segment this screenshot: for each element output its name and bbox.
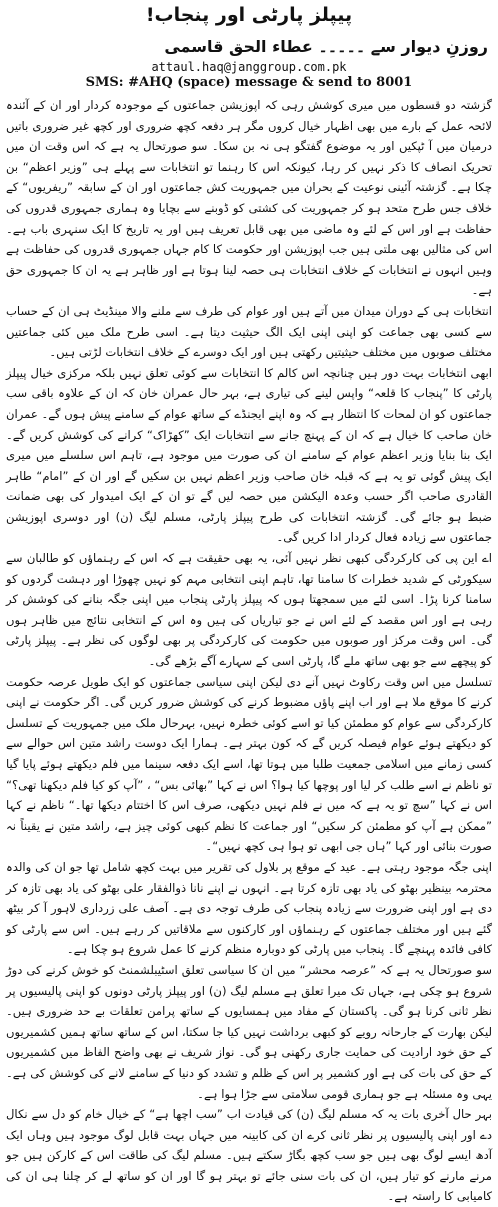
article-body [6,95,492,1204]
article-byline: روزنِ دیوار سے ۔۔۔۔۔ عطاء الحق قاسمی [164,37,488,56]
paragraph: بہر حال آخری بات یہ کہ مسلم لیگ (ن) کی قیادت اب ”سب اچھا ہے“ کے خیال خام کو دل سے نکال دے اور اپنی پالیسیوں پر نظر ثانی کرے ان کی کابینہ میں جہاں بہت قابل لوگ موجود ہیں وہاں ایک آدھ ایسے لوگ بھی ہیں جو سب کچھ بگاڑ سکتے ہیں۔ مسلم لیگ کی طاقت اس کے کارکن ہیں جو مرنے مارنے کو تیار ہیں، ان کی بات سنی جائے تو بہتر ہو گا اور ان کو ساتھ لے کر چلنا ہی ان کی کامیابی کا راستہ ہے۔ [6,1107,492,1204]
paragraph: تسلسل میں اس وقت رکاوٹ نہیں آنے دی لیکن اپنی سیاسی جماعتوں کو ایک طویل عرصہ حکومت کرنے کا موقع ملا ہے اور اب اپنے پاؤں مضبوط کرنے کی کوشش ضرور کریں گی۔ اگر حکومت نے اپنی کارکردگی سے عوام کو مطمئن کیا تو اسے کوئی خطرہ نہیں، بہرحال ملک میں جمہوریت کے تسلسل کو دیکھتے ہوئے عوام فیصلہ کریں گے کہ کون بہتر ہے۔ ہمارا ایک دوست راشد متین اس حوالے سے کسی زمانے میں اسلامی جمعیت طلبا میں ہوتا تھا، اسے ایک دفعہ سینما میں فلم دیکھتے ہوئے پایا گیا تو ناظم نے اسے طلب کر لیا اور پوچھا کیا ہوا؟ اس نے کہا ”بھائی بس“ ، ”آپ کو کیا فلم دیکھنا تھی؟“ اس نے کہا ”سچ تو یہ ہے کہ میں نے فلم نہیں دیکھی، صرف اس کا اختتام دیکھا تھا۔“ ناظم نے کہا ”ممکن ہے آپ کو مطمئن کر سکیں“ اور جماعت کا نظم کبھی کوئی چیز ہے، راشد متین نے یقیناً نہ صورت بنائی اور کہا ”ہاں جی ابھی تو ہوا ہی کچھ نہیں“۔ [6,674,492,854]
paragraph: اے این پی کی کارکردگی کبھی نظر نہیں آئی، یہ بھی حقیقت ہے کہ اس کے رہنماؤں کو طالبان سے سیکورٹی کے شدید خطرات کا سامنا تھا، تاہم اپنی انتخابی مہم کو نہیں چھوڑا اور دہشت گردوں کو سامنا کرنا پڑا۔ اسی لئے میں سمجھتا ہوں کہ پیپلز پارٹی پنجاب میں اپنی جگہ بنانے کی کوشش کر رہی ہے اور اس مقصد کے لئے اس نے جو تیاریاں کی ہیں وہ اس کے انتخابی نتائج میں ظاہر ہوں گی۔ اس وقت مرکز اور صوبوں میں حکومت کی کارکردگی پر بھی لوگوں کی نظر ہے۔ پیپلز پارٹی کو پیچھے سے جو بھی ساتھ ملے گا، پارٹی اسی کے سہارے آگے بڑھے گی۔ [6,551,492,669]
article-title: پیپلز پارٹی اور پنجاب! [145,4,353,26]
paragraph: ابھی انتخابات بہت دور ہیں چنانچہ اس کالم کا انتخابات سے کوئی تعلق نہیں بلکہ مرکزی خیال پیپلز پارٹی کا ”پنجاب کا قلعہ“ واپس لینے کی تیاری ہے، بہر حال عمران خان کہ ان کے علاوہ باقی سب جماعتوں کو ان لمحات کا انتظار ہے کہ وہ اپنے ایجنڈے کے ساتھ عوام کے سامنے پیش ہوں گے۔ عمران خان صاحب کا خیال ہے کہ ان کے پہنچ جانے سے انتخابات ایک ”کھڑاک“ کرانے کی کوشش کریں گے۔ ایک بنا بنایا وزیر اعظم عوام کے سامنے ان کی صورت میں موجود ہے، تاہم اس سلسلے میں میری ایک پیش گوئی تو یہ ہے کہ قبلہ خان صاحب وزیر اعظم نہیں بن سکیں گے اور ان کے ”امام“ طاہر القادری صاحب اگر حسب وعدہ الیکشن میں حصہ لیں گے تو ان کے ایک امیدوار کی بھی ضمانت ضبط ہو جائے گی۔ گزشتہ انتخابات کی طرح پیپلز پارٹی، مسلم لیگ (ن) اور دوسری اپوزیشن جماعتوں سے زیادہ فعال کردار ادا کریں گی۔ [6,365,492,545]
paragraph: گزشتہ دو قسطوں میں میری کوشش رہی کہ اپوزیشن جماعتوں کے موجودہ کردار اور ان کے آئندہ لائحہ عمل کے بارے میں بھی اظہار خیال کروں مگر ہر دفعہ کچھ ضروری اور کچھ غیر ضروری باتیں درمیان میں آ ٹپکیں اور یہ موضوع گفتگو ہی نہ بن سکا۔ سو صورتحال یہ ہے کہ اس وقت ان میں تحریک انصاف کا ذکر نہیں کر رہا، کیونکہ اس کا رہنما تو انتخابات سے پہلے ہی ”وزیر اعظم“ بن چکا ہے۔ گزشتہ آئینی نوعیت کے بحران میں جمہوریت کش جماعتوں اور ان کے سابقہ ”ریفریوں“ کے خلاف جس طرح متحد ہو کر جمہوریت کی کشتی کو ڈوبنے سے بچایا وہ ہماری جمہوری قدروں کی حفاظت ہے اور اس کے لئے وہ ماضی میں بھی قابل تعریف ہیں اور یہ تاریخ کا ایک سنہری باب ہے۔ اس کی مثالیں بھی ملتی ہیں جب اپوزیشن اور حکومت کا کام جہاں جمہوری قدروں کی حفاظت ہے وہیں انہوں نے انتخابات کے خلاف انتخابات ہی حصہ لینا ہوتا ہے اور ظاہر ہے یہ ان کا جمہوری حق ہے۔ [6,98,492,298]
sms-line: SMS: #AHQ (space) message & send to 8001 [85,75,413,90]
paragraph: انتخابات ہی کے دوران میدان میں آتے ہیں اور عوام کی طرف سے ملنے والا مینڈیٹ ہی ان کے حساب سے کسی بھی جماعت کو اپنی اپنی ایک الگ حیثیت دیتا ہے۔ اسی طرح ملک میں کئی جماعتیں مختلف صوبوں میں مختلف حیثیتیں رکھتی ہیں اور ایک دوسرے کے خلاف انتخابات لڑتی ہیں۔ [6,303,492,360]
paragraph: اپنی جگہ موجود رہتی ہے۔ عید کے موقع پر بلاول کی تقریر میں بہت کچھ شامل تھا جو ان کی والدہ محترمہ بینظیر بھٹو کی یاد بھی تازہ کرتا ہے۔ انہوں نے اپنے نانا ذوالفقار علی بھٹو کی یاد بھی تازہ کر دی ہے اور اپنی ضرورت سے زیادہ پنجاب کی طرف توجہ دی ہے۔ آصف علی زرداری لاہور آ کر بیٹھ گئے ہیں اور مختلف جماعتوں کے رہنماؤں اور کارکنوں سے ملاقاتیں کر رہے ہیں۔ اس سے پارٹی کو کافی فائدہ پہنچے گا۔ پنجاب میں پارٹی کو دوبارہ منظم کرنے کا عمل شروع ہو چکا ہے۔ [6,859,492,957]
paragraph: سو صورتحال یہ ہے کہ ”عرصہ محشر“ میں ان کا سیاسی تعلق اسٹیبلشمنٹ کو خوش کرنے کی دوڑ شروع ہو چکی ہے، جہاں تک میرا تعلق ہے مسلم لیگ (ن) اور پیپلز پارٹی دونوں کو اپنی پالیسیوں پر نظر ثانی کرنا ہو گی۔ پاکستان کے مفاد میں ہمسایوں کے ساتھ پرامن تعلقات بے حد ضروری ہیں۔ لیکن بھارت کے جارحانہ رویے کو کبھی برداشت نہیں کیا جا سکتا، اس کے ساتھ ساتھ ہمیں کشمیریوں کے حق خود ارادیت کی حمایت جاری رکھنی ہو گی۔ نواز شریف نے بھی واضح الفاظ میں کشمیریوں کے حق کی بات کی ہے اور کشمیر پر اس کے ظلم و تشدد کو دنیا کے سامنے لانے کی کوشش کی ہے۔ یہی وہ مسئلہ ہے جو ہماری قومی سلامتی سے جڑا ہوا ہے۔ [6,962,492,1101]
author-email: attaul.haq@janggroup.com.pk [151,60,347,74]
